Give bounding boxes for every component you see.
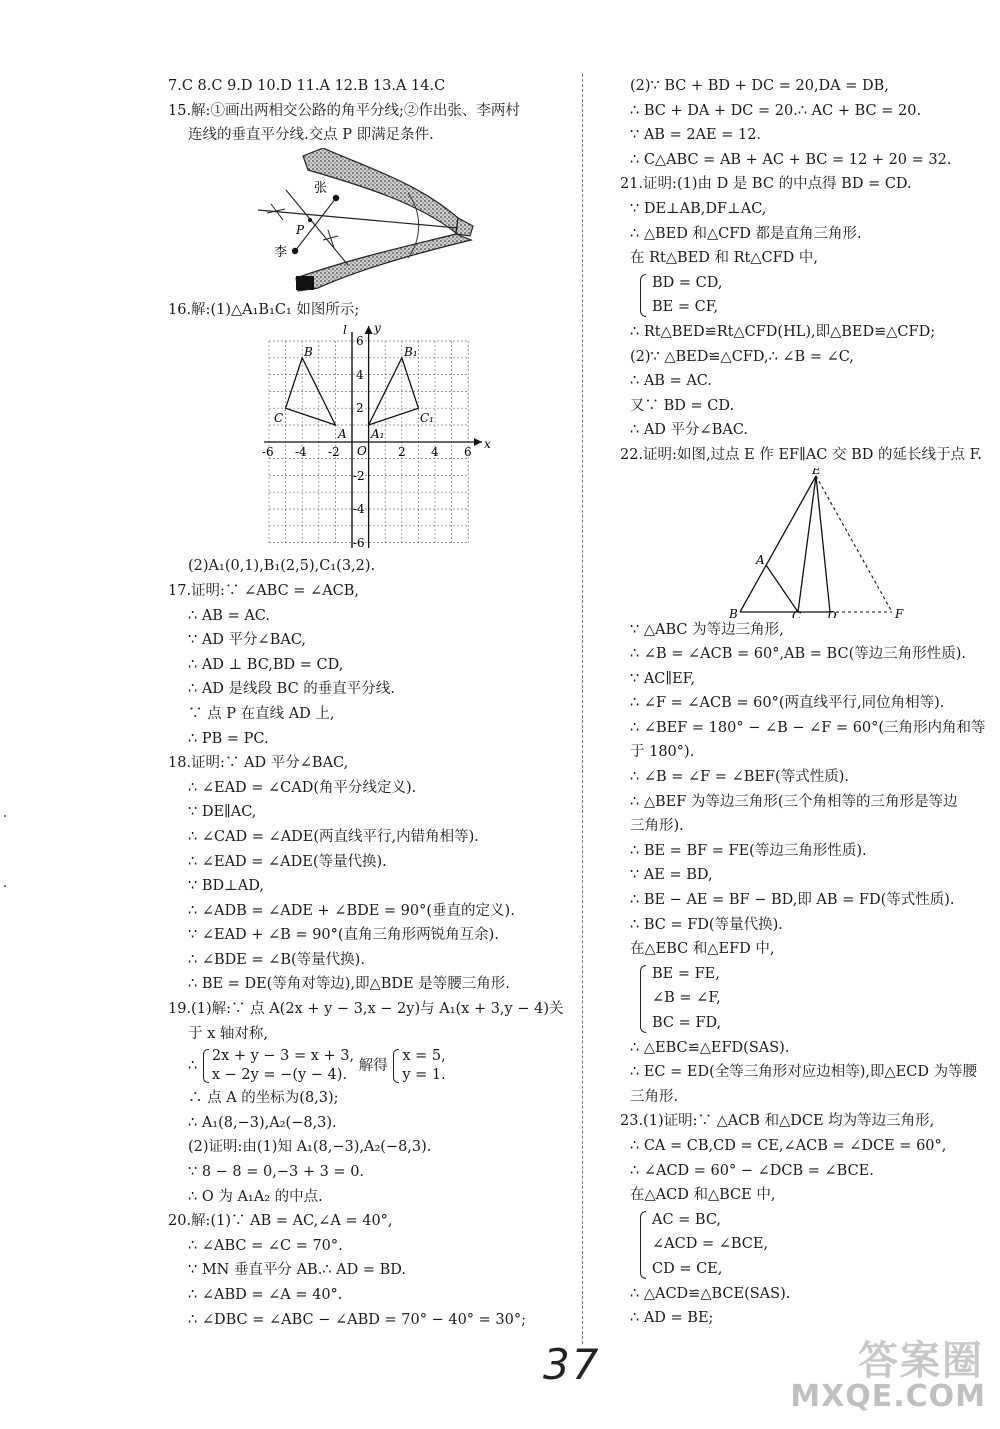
answer-line: 三角形. — [630, 1088, 679, 1105]
zhang-village-point — [333, 195, 339, 201]
answer-line: ∵ 8 − 8 = 0,−3 + 3 = 0. — [188, 1164, 365, 1181]
answer-line: ∴ △BED 和△CFD 都是直角三角形. — [630, 225, 862, 242]
answer-line: 23.(1)证明:∵ △ACB 和△DCE 均为等边三角形, — [620, 1113, 935, 1130]
answer-line: ∴ ∠DBC = ∠ABC − ∠ABD = 70° − 40° = 30°; — [188, 1311, 526, 1328]
answer-line: 在△EBC 和△EFD 中, — [630, 941, 775, 958]
answer-line: ∴ AB = AC. — [630, 373, 712, 390]
answer-line: ∴ AD ⊥ BC,BD = CD, — [188, 656, 344, 673]
answer-line: ∴ ∠EAD = ∠CAD(角平分线定义). — [188, 779, 417, 796]
answer-line: 17.证明:∵ ∠ABC = ∠ACB, — [168, 582, 360, 599]
answer-line: ∴ ∠BEF = 180° − ∠B − ∠F = 60°(三角形内角和等 — [630, 719, 986, 736]
answer-line: ∴ ∠ACD = 60° − ∠DCB = ∠BCE. — [630, 1162, 874, 1179]
x-tick: 6 — [464, 445, 472, 460]
answer-line: 于 x 轴对称, — [188, 1025, 269, 1042]
answer-line: ∴ ∠CAD = ∠ADE(两直线平行,内错角相等). — [188, 828, 479, 845]
answer-line: ∴ ∠BDE = ∠B(等量代换). — [188, 951, 365, 968]
answer-line: (2)证明:由(1)知 A₁(8,−3),A₂(−8,3). — [188, 1139, 432, 1156]
label-a1: A₁ — [371, 427, 385, 442]
answer-line: ∵ MN 垂直平分 AB.∴ AD = BD. — [188, 1262, 406, 1279]
answer-line: ∵ AE = BD, — [630, 867, 713, 884]
equation-system-line — [168, 1046, 568, 1086]
therefore-symbol: ∴ — [188, 1058, 198, 1075]
figure-22-triangle — [630, 468, 1000, 618]
answer-line: ∴ ∠EAD = ∠ADE(等量代换). — [188, 853, 387, 870]
answer-line: ∵ AB = 2AE = 12. — [630, 127, 762, 144]
answer-line: 7.C 8.C 9.D 10.D 11.A 12.B 13.A 14.C — [168, 78, 446, 94]
equation-system — [202, 1047, 354, 1085]
answer-line: (2)∵ BC + BD + DC = 20,DA = DB, — [630, 78, 889, 94]
road-diagram — [168, 148, 568, 298]
condition: CD = CE, — [652, 1260, 723, 1277]
segment-ec — [798, 476, 816, 612]
condition-brace — [630, 962, 1000, 1036]
label-c: C — [792, 608, 802, 618]
answer-line: ∴ △BEF 为等边三角形(三个角相等的三角形是等边 — [630, 793, 958, 810]
answer-line: ∴ △ACD≌△BCE(SAS). — [630, 1285, 791, 1302]
answer-line: ∴ △EBC≌△EFD(SAS). — [630, 1039, 790, 1056]
label-b1: B₁ — [404, 345, 418, 360]
segment-ac — [766, 565, 798, 612]
solution: x = 5, — [402, 1048, 446, 1065]
label-e: E — [812, 467, 821, 477]
lower-road — [296, 234, 471, 291]
label-x: x — [484, 437, 491, 452]
answer-line: 15.解:①画出两相交公路的角平分线;②作出张、李两村 — [168, 102, 520, 119]
answer-line: ∴ O 为 A₁A₂ 的中点. — [188, 1188, 323, 1205]
answer-line: 在△ACD 和△BCE 中, — [630, 1187, 776, 1204]
answer-line: ∵ BD⊥AD, — [188, 878, 264, 895]
watermark — [790, 1329, 994, 1423]
answer-line: 又∵ BD = CD. — [630, 397, 735, 414]
label-c: C — [274, 411, 284, 426]
watermark-url: MXQE.COM — [790, 1379, 986, 1414]
answer-line: ∴ 点 A 的坐标为(8,3); — [188, 1090, 339, 1107]
figure-16-grid — [168, 322, 568, 554]
y-axis-arrow — [365, 326, 373, 334]
left-column — [168, 74, 568, 1332]
figure-15-roads — [168, 148, 568, 298]
answer-line: ∴ AD 平分∠BAC. — [630, 422, 749, 439]
answer-line: ∴ AD = BE; — [630, 1310, 714, 1327]
answer-line: ∴ C△ABC = AB + AC + BC = 12 + 20 = 32. — [630, 151, 952, 168]
answer-line: ∴ BC + DA + DC = 20.∴ AC + BC = 20. — [630, 102, 922, 119]
equation: x − 2y = −(y − 4). — [211, 1067, 348, 1084]
solve-label: 解得 — [358, 1058, 388, 1075]
solution-system — [392, 1047, 445, 1085]
answer-line: 连线的垂直平分线.交点 P 即满足条件. — [188, 127, 434, 144]
label-line-l: l — [343, 323, 347, 338]
answer-line: ∴ BC = FD(等量代换). — [630, 916, 783, 933]
y-tick: -2 — [353, 469, 365, 484]
label-a: A — [756, 552, 765, 567]
watermark-logo-text: 答案圈 — [858, 1338, 984, 1384]
answer-line: (2)A₁(0,1),B₁(2,5),C₁(3,2). — [188, 558, 376, 575]
answer-line: ∴ PB = PC. — [188, 730, 269, 747]
x-tick: 4 — [431, 445, 439, 460]
label-b: B — [729, 606, 738, 618]
label-origin: O — [357, 444, 367, 459]
label-y: y — [374, 322, 381, 336]
x-tick: -6 — [262, 445, 274, 460]
answer-line: ∴ ∠B = ∠ACB = 60°,AB = BC(等边三角形性质). — [630, 646, 966, 663]
answer-line: ∴ BE = BF = FE(等边三角形性质). — [630, 842, 867, 859]
answer-line: ∴ EC = ED(全等三角形对应边相等),即△ECD 为等腰 — [630, 1064, 978, 1081]
answer-line: ∴ A₁(8,−3),A₂(−8,3). — [188, 1114, 337, 1131]
label-p: P — [296, 222, 305, 237]
answer-line: ∴ BE = DE(等角对等边),即△BDE 是等腰三角形. — [188, 976, 510, 993]
answer-line: ∵ AC∥EF, — [630, 670, 696, 687]
right-column — [620, 74, 1000, 1331]
answer-line: ∴ ∠B = ∠F = ∠BEF(等式性质). — [630, 769, 849, 786]
y-tick: -6 — [353, 536, 365, 551]
answer-line: ∴ BE − AE = BF − BD,即 AB = FD(等式性质). — [630, 892, 955, 909]
road-junction — [456, 218, 473, 236]
li-village-point — [292, 248, 298, 254]
answer-line: 于 180°). — [630, 744, 695, 761]
condition: BC = FD, — [652, 1015, 722, 1031]
answer-line: ∴ ∠ABC = ∠C = 70°. — [188, 1237, 343, 1254]
x-tick: -4 — [295, 445, 307, 460]
answer-line: ∴ ∠F = ∠ACB = 60°(两直线平行,同位角相等). — [630, 695, 945, 712]
answer-line: ∵ AD 平分∠BAC, — [188, 632, 307, 649]
answer-line: ∵ DE⊥AB,DF⊥AC, — [630, 200, 767, 217]
answer-line: ∴ ∠ABD = ∠A = 40°. — [188, 1287, 343, 1303]
x-tick: -2 — [328, 445, 340, 460]
triangle-diagram — [630, 468, 1000, 618]
answer-line: ∵ △ABC 为等边三角形, — [630, 621, 784, 638]
equation: 2x + y − 3 = x + 3, — [211, 1048, 355, 1065]
label-zhang: 张 — [314, 180, 328, 196]
answer-line: ∴ AD 是线段 BC 的垂直平分线. — [188, 681, 395, 698]
condition: AC = BC, — [652, 1211, 722, 1228]
answer-line: ∵ DE∥AC, — [188, 804, 257, 821]
answer-line: 16.解:(1)△A₁B₁C₁ 如图所示; — [168, 301, 360, 318]
answer-line: ∵ 点 P 在直线 AD 上, — [188, 705, 335, 722]
solution: y = 1. — [402, 1067, 446, 1084]
condition: BD = CD, — [652, 274, 723, 291]
answer-line: 20.解:(1)∵ AB = AC,∠A = 40°, — [168, 1213, 393, 1230]
label-c1: C₁ — [420, 411, 434, 426]
answer-line: (2)∵ △BED≌△CFD,∴ ∠B = ∠C, — [630, 348, 854, 365]
y-tick: 4 — [356, 368, 364, 383]
condition: ∠ACD = ∠BCE, — [652, 1236, 769, 1253]
page-number: 37 — [543, 1340, 601, 1389]
answer-line: 18.证明:∵ AD 平分∠BAC, — [168, 755, 349, 772]
answer-line: ∴ CA = CB,CD = CE,∠ACB = ∠DCE = 60°, — [630, 1137, 947, 1154]
answer-line: 21.证明:(1)由 D 是 BC 的中点得 BD = CD. — [620, 176, 912, 193]
segment-be — [740, 476, 816, 612]
condition-brace — [630, 271, 1000, 320]
label-a: A — [338, 427, 347, 442]
answer-line: 19.(1)解:∵ 点 A(2x + y − 3,x − 2y)与 A₁(x + 3,y − 4)关 — [168, 1001, 564, 1018]
answer-line: 在 Rt△BED 和 Rt△CFD 中, — [630, 250, 818, 267]
y-tick: 6 — [356, 334, 364, 349]
label-b: B — [304, 345, 313, 360]
label-d: D — [827, 608, 837, 618]
road-end — [296, 276, 314, 290]
answer-line: 三角形). — [630, 818, 684, 835]
condition: BE = CF, — [652, 299, 719, 316]
margin-mark — [4, 815, 6, 817]
y-tick: -4 — [353, 502, 365, 517]
condition: ∠B = ∠F, — [652, 990, 721, 1007]
answer-line: ∵ ∠EAD + ∠B = 90°(直角三角形两锐角互余). — [188, 927, 499, 944]
answer-line: 22.证明:如图,过点 E 作 EF∥AC 交 BD 的延长线于点 F. — [620, 446, 983, 463]
label-li: 李 — [274, 244, 288, 260]
label-f: F — [895, 606, 904, 618]
condition: BE = FE, — [652, 965, 720, 982]
x-tick: 2 — [398, 445, 406, 460]
x-axis-arrow — [474, 438, 482, 446]
column-divider — [582, 74, 583, 1344]
condition-brace — [630, 1208, 1000, 1282]
answer-line: ∴ ∠ADB = ∠ADE + ∠BDE = 90°(垂直的定义). — [188, 902, 515, 919]
segment-ed — [816, 476, 830, 612]
answer-line: ∴ AB = AC. — [188, 607, 270, 624]
point-p — [308, 218, 312, 222]
answer-line: ∴ Rt△BED≌Rt△CFD(HL),即△BED≌△CFD; — [630, 323, 936, 340]
arc-mark — [328, 230, 334, 248]
margin-mark — [4, 885, 6, 887]
y-tick: 2 — [356, 401, 364, 416]
coordinate-grid — [168, 322, 568, 554]
